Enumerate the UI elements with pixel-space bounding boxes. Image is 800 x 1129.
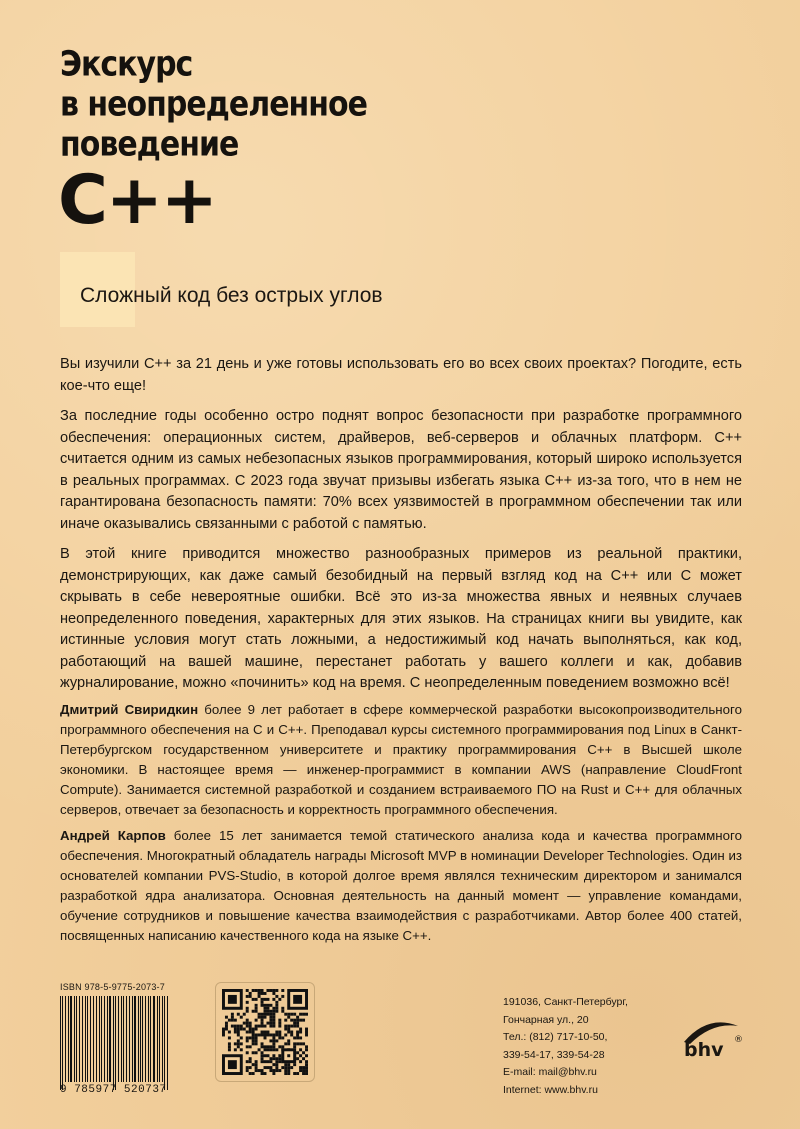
author-bio-text: более 9 лет работает в сфере коммерческой разработки высокопроизводительного программного обеспечения на C и C++. Преподавал курсы системного программирования под Linux в Санкт-Петербургском государственном университете и практику программирования C++ в Высшей школе экономики. В настоящее время — инженер-программист в компании AWS (направление CloudFront Compute). Занимается системной разработкой и созданием встраиваемого ПО на Rust и C++ для облачных серверов, отвечает за безопасность и корректность программного обеспечения. [60,702,742,817]
qr-code-icon [222,989,308,1075]
barcode-bar [82,996,83,1082]
author-name: Дмитрий Свиридкин [60,702,199,717]
author-bio [60,700,742,820]
publisher-website: Internet: www.bhv.ru [503,1083,598,1096]
publisher-contacts [503,994,628,1099]
isbn-label: ISBN 978-5-9775-2073-7 [60,982,165,992]
barcode-bar [96,996,97,1082]
barcode-bar [129,996,130,1082]
book-subtitle: Сложный код без острых углов [80,284,383,307]
barcode-bar [115,996,116,1090]
author-bio [60,826,742,946]
barcode-bar [126,996,127,1082]
publisher-email: E-mail: mail@bhv.ru [503,1066,597,1078]
publisher-address: 191036, Санкт-Петербург, [503,996,628,1008]
bhv-logo-icon [678,1012,748,1062]
title-line-3: поведение [60,124,239,165]
barcode-bar [90,996,91,1082]
barcode-bar [70,996,71,1082]
description-paragraph: В этой книге приводится множество разнообразных примеров из реальной практики, демонстрирующих, как даже самый безобидный на первый взгляд код на C++ или C может скрывать в себе невероятные ошибки. Всё это из-за множества явных и неявных случаев неопределенного поведения, характерных для этих языков. На страницах книги вы увидите, как истинные условия могут стать ложными, а недостижимый код начать выполняться, как код, работающий на вашей машине, перестанет работать у вашего коллеги и как, добавив журналирование, можно «починить» код на время. С неопределенным поведением возможно всё! [60,546,742,691]
book-description [60,354,742,704]
description-paragraph: За последние годы особенно остро поднят вопрос безопасности при разработке программного обеспечения: операционных систем, драйверов, веб-серверов и облачных платформ. C++ считается одним из самых небезопасных языков программирования, который широко используется в реальных программах. С 2023 года звучат призывы избегать языка C++ из-за того, что в нем не гарантирована безопасность памяти: 70% всех уязвимостей в программном обеспечении так или иначе оказывались связанными с работой с памятью. [60,408,742,532]
barcode-bar [142,996,143,1082]
book-title [60,42,367,165]
title-line-2: в неопределенное [60,84,367,125]
barcode-bar [153,996,154,1082]
barcode [60,982,170,1104]
logo-text: bhv [684,1039,724,1061]
qr-code [215,982,315,1082]
publisher-logo [678,1012,748,1062]
barcode-bar [79,996,80,1082]
barcode-digits: 9 785977 520737 [60,1084,167,1096]
title-line-1: Экскурс [60,44,193,85]
author-bio-text: более 15 лет занимается темой статического анализа кода и качества программного обеспечения. Многократный обладатель награды Microsoft MVP в номинации Developer Technologies. Один из основателей компании PVS-Studio, в которой долгое время являлся техническим директором и занимался разработкой ядра анализатора. Основная деятельность на данный момент — управление командами, обучение сотрудников и повышение качества взаимодействия с разработчиками. Автор более 400 статей, посвященных написанию качественного кода на языке C++. [60,828,742,943]
barcode-bar [164,996,165,1090]
barcode-bar [65,996,66,1082]
barcode-bars [60,996,170,1086]
publisher-phone: Тел.: (812) 717-10-50, [503,1031,608,1043]
author-name: Андрей Карпов [60,828,166,843]
publisher-phone: 339-54-17, 339-54-28 [503,1048,605,1061]
barcode-bar [134,996,135,1082]
publisher-address: Гончарная ул., 20 [503,1013,589,1026]
logo-registered-mark: ® [734,1035,743,1045]
description-paragraph: Вы изучили C++ за 21 день и уже готовы использовать его во всех своих проектах? Погодите, есть кое-что еще! [60,356,742,394]
barcode-bar [104,996,105,1082]
barcode-bar [109,996,110,1082]
barcode-bar [150,996,151,1082]
author-bios [60,700,742,952]
book-title-language: C++ [58,161,216,240]
